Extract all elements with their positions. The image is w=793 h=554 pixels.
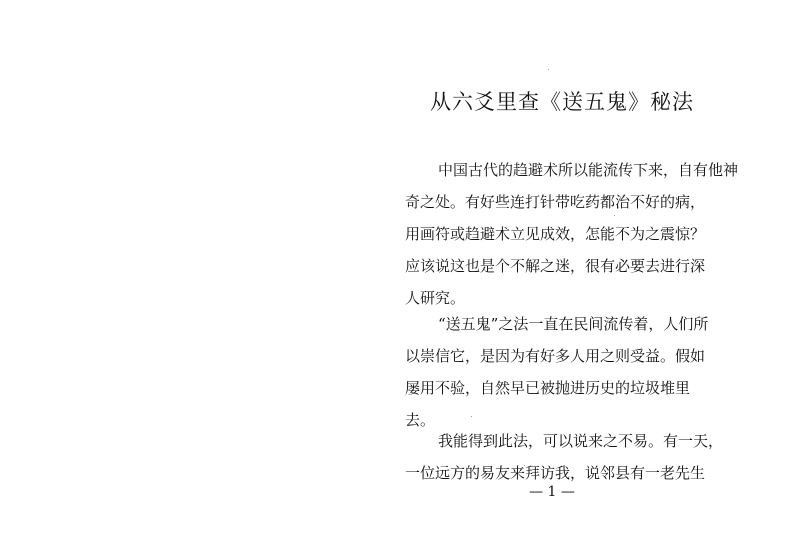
paragraph-line: 奇之处。有好些连打针带吃药都治不好的病， [405,193,706,211]
page-number: — 1 — [529,484,575,500]
paragraph-line: 人研究。 [405,289,466,307]
scan-speck [548,69,549,70]
page-title: 从六爻里查《送五鬼》秘法 [430,90,694,114]
scan-speck [614,215,615,216]
paragraph-line: 中国古代的趋避术所以能流传下来，自有他神 [438,161,739,179]
paragraph-line: 一位远方的易友来拜访我，说邻县有一老先生 [405,464,706,482]
paragraph-line: 去。 [405,411,436,429]
paragraph-line: “送五鬼”之法一直在民间流传着，人们所 [438,315,709,333]
paragraph-line: 我能得到此法，可以说来之不易。有一天， [438,432,724,450]
paragraph-line: 以崇信它，是因为有好多人用之则受益。假如 [405,347,706,365]
paragraph-line: 用画符或趋避术立见成效，怎能不为之震惊？ [405,225,706,243]
paragraph-line: 屡用不验，自然早已被抛进历史的垃圾堆里 [405,379,691,397]
paragraph-line: 应该说这也是个不解之迷，很有必要去进行深 [405,257,706,275]
